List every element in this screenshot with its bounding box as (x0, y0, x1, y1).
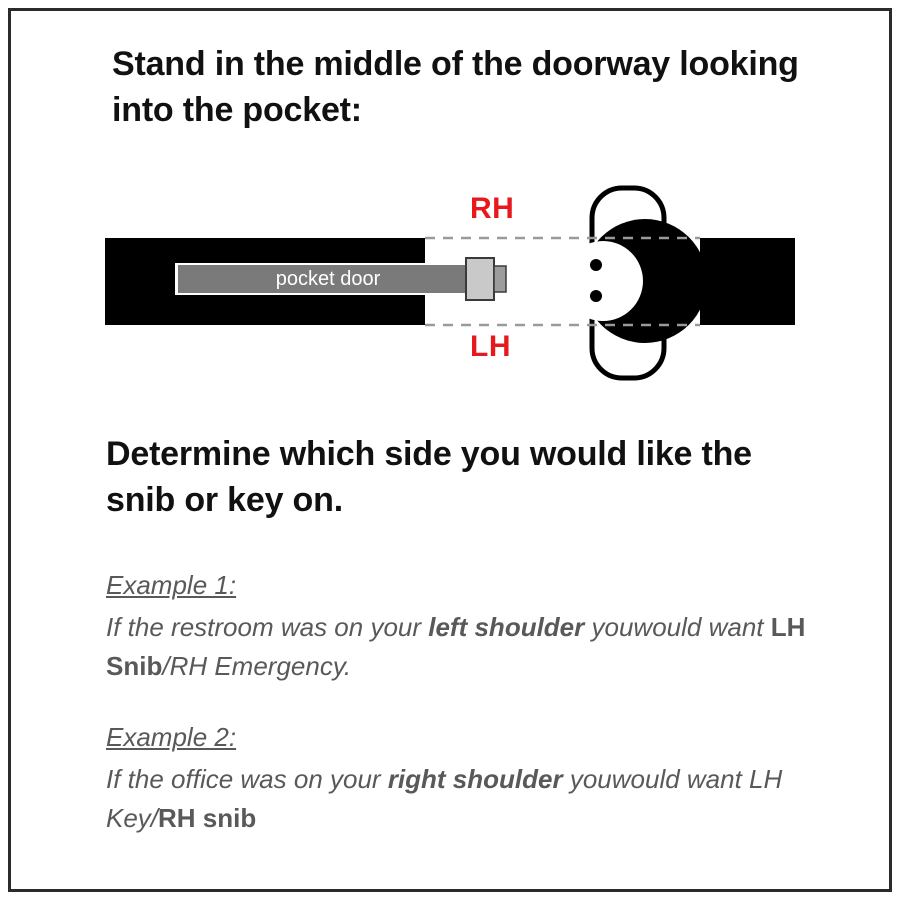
example-1-line1-post: you (584, 612, 634, 643)
page-title: Stand in the middle of the doorway looking into the pocket: (112, 45, 799, 129)
example-1-title: Example 1: (106, 570, 237, 600)
example-2-line1-pre: If the office was on your (106, 764, 388, 795)
lock-hole-bottom (590, 290, 602, 302)
door-edge-plate (466, 258, 494, 300)
example-2-line2-pre: would want LH Key/ (106, 764, 783, 833)
pocket-door-label: pocket door (275, 267, 381, 290)
lock-face (563, 241, 643, 321)
example-2-line1-bold: right shoulder (387, 764, 563, 795)
example-2-line2-bold: RH snib (158, 802, 257, 833)
example-2 (106, 718, 836, 837)
doorway-diagram (80, 170, 820, 400)
example-1-line2-post: /RH Emergency. (162, 650, 352, 681)
lock-hole-top (590, 259, 602, 271)
example-2-title: Example 2: (106, 722, 237, 752)
example-1-line1-bold: left shoulder (428, 612, 585, 643)
example-2-body (106, 760, 836, 837)
doorway-diagram-svg (80, 170, 820, 400)
label-rh: RH (470, 192, 515, 225)
label-lh: LH (470, 330, 511, 363)
pocket-door-slab (178, 265, 466, 293)
section-title-determine-side: Determine which side you would like the snib or key on. (106, 435, 752, 519)
example-2-line1-post: you (562, 764, 612, 795)
right-wall (700, 238, 795, 325)
example-1 (106, 566, 836, 685)
example-1-line1-pre: If the restroom was on your (106, 612, 429, 643)
example-1-body (106, 608, 836, 685)
example-1-line2-pre: would want (633, 612, 771, 643)
door-latch (494, 266, 506, 292)
example-1-line2-bold: LH Snib (106, 612, 806, 681)
